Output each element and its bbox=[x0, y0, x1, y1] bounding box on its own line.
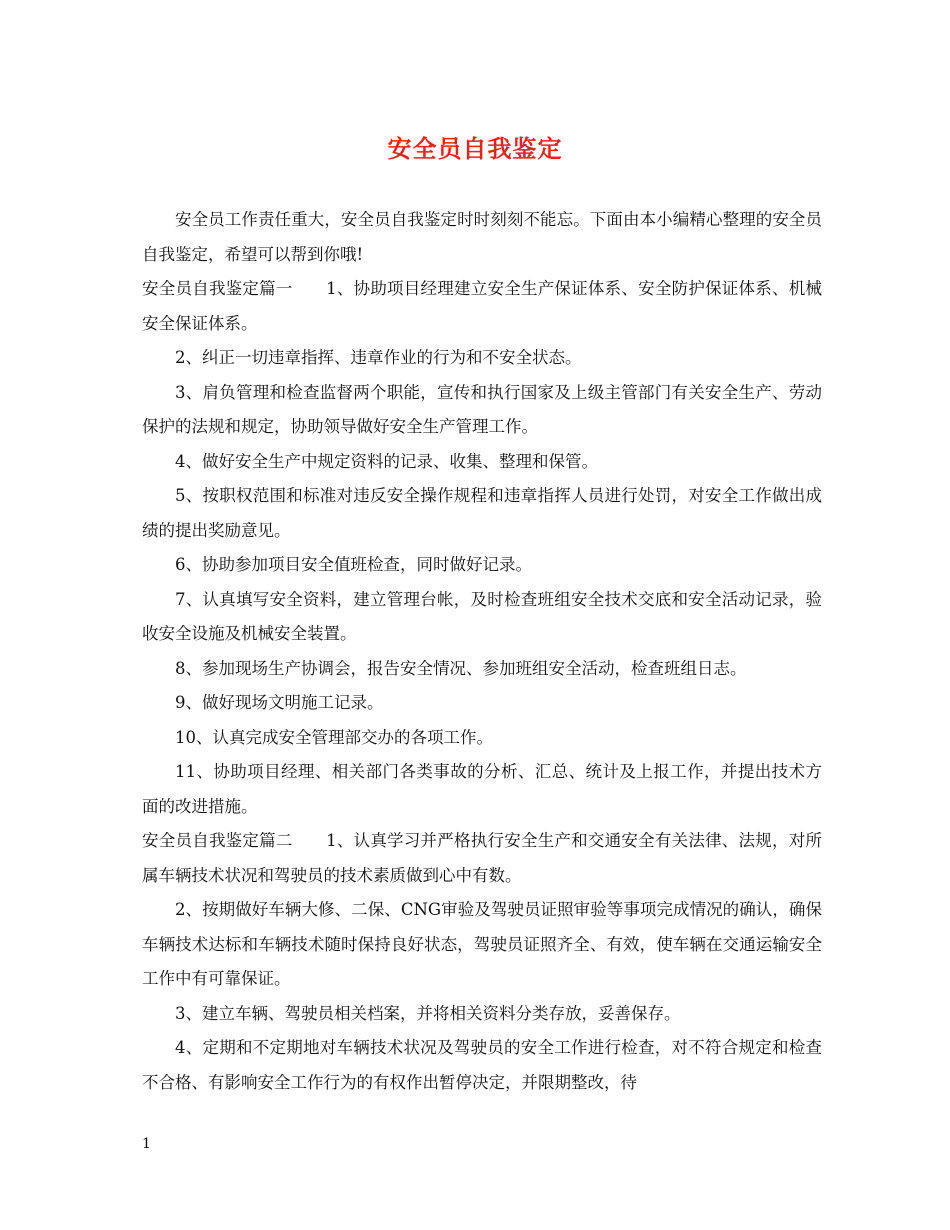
paragraph: 安全员自我鉴定篇二 1、认真学习并严格执行安全生产和交通安全有关法律、法规，对所属车辆技术状况和驾驶员的技术素质做到心中有数。 bbox=[142, 831, 822, 885]
paragraph: 7、认真填写安全资料，建立管理台帐，及时检查班组安全技术交底和安全活动记录，验收安全设施及机械安全装置。 bbox=[142, 589, 822, 643]
paragraph: 2、纠正一切违章指挥、违章作业的行为和不安全状态。 bbox=[175, 348, 582, 367]
paragraph: 4、定期和不定期地对车辆技术状况及驾驶员的安全工作进行检查，对不符合规定和检查不合格、有影响安全工作行为的有权作出暂停决定，并限期整改，待 bbox=[142, 1038, 822, 1092]
document-body bbox=[142, 203, 822, 1100]
document-title: 安全员自我鉴定 bbox=[387, 134, 563, 163]
paragraph: 4、做好安全生产中规定资料的记录、收集、整理和保管。 bbox=[175, 451, 598, 471]
page-number: 1 bbox=[142, 1136, 151, 1152]
paragraph: 安全员自我鉴定篇一 1、协助项目经理建立安全生产保证体系、安全防护保证体系、机械安全保证体系。 bbox=[142, 279, 822, 333]
paragraph: 9、做好现场文明施工记录。 bbox=[175, 693, 384, 712]
paragraph: 10、认真完成安全管理部交办的各项工作。 bbox=[175, 727, 493, 747]
paragraph: 11、协助项目经理、相关部门各类事故的分析、汇总、统计及上报工作，并提出技术方面的改进措施。 bbox=[142, 762, 822, 816]
paragraph: 2、按期做好车辆大修、二保、CNG审验及驾驶员证照审验等事项完成情况的确认，确保车辆技术达标和车辆技术随时保持良好状态，驾驶员证照齐全、有效，使车辆在交通运输安全工作中有可靠保证。 bbox=[142, 900, 822, 988]
paragraph: 8、参加现场生产协调会，报告安全情况、参加班组安全活动，检查班组日志。 bbox=[175, 658, 747, 678]
paragraph: 6、协助参加项目安全值班检查，同时做好记录。 bbox=[175, 555, 532, 574]
paragraph: 安全员工作责任重大，安全员自我鉴定时时刻刻不能忘。下面由本小编精心整理的安全员自我鉴定，希望可以帮到你哦! bbox=[142, 210, 822, 264]
paragraph: 3、肩负管理和检查监督两个职能，宣传和执行国家及上级主管部门有关安全生产、劳动保护的法规和规定，协助领导做好安全生产管理工作。 bbox=[142, 382, 822, 436]
paragraph: 5、按职权范围和标准对违反安全操作规程和违章指挥人员进行处罚，对安全工作做出成绩的提出奖励意见。 bbox=[142, 486, 822, 540]
paragraph: 3、建立车辆、驾驶员相关档案，并将相关资料分类存放，妥善保存。 bbox=[175, 1003, 681, 1023]
